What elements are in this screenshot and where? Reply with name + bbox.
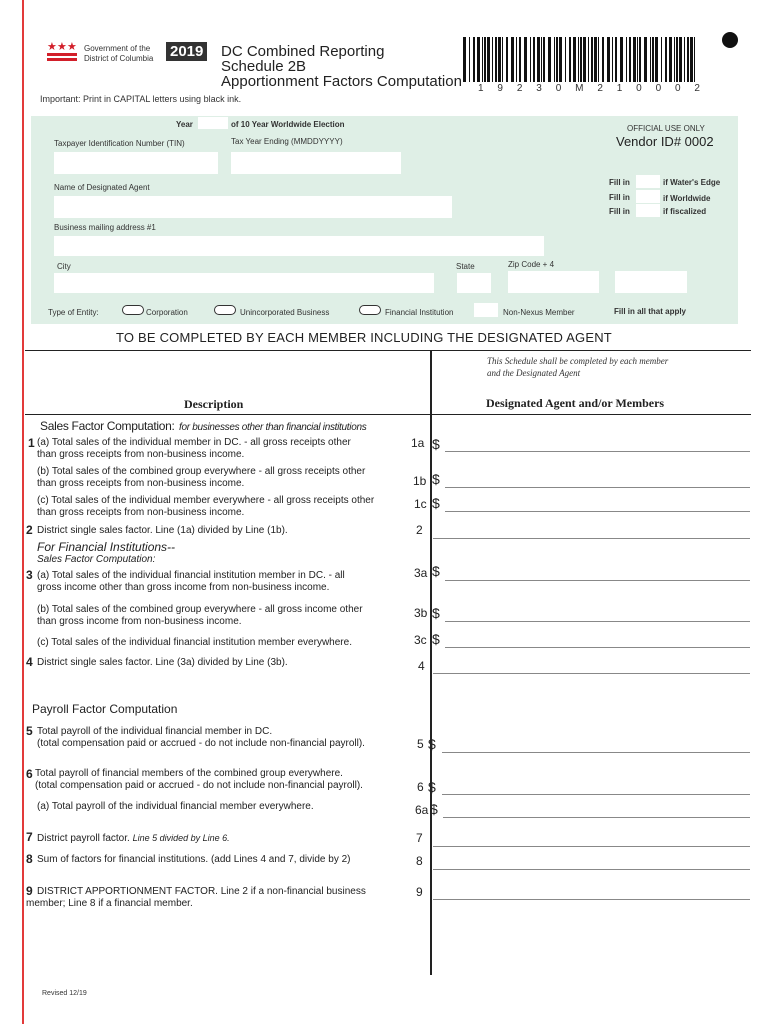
- tin-field[interactable]: [54, 152, 218, 174]
- line-6a-entry[interactable]: [443, 817, 750, 818]
- corporation-label: Corporation: [146, 308, 188, 317]
- barcode: [463, 37, 700, 82]
- fill-in-waters: Fill in: [609, 178, 630, 187]
- line-3c-label: 3c: [414, 633, 427, 647]
- financial-label: Financial Institution: [385, 308, 454, 317]
- line-4-label: 4: [418, 659, 425, 673]
- line-1c-label: 1c: [414, 497, 427, 511]
- line-5-description: Total payroll of the individual financial member in DC. (total compensation paid or accrued - do not include non-financial payroll).: [37, 726, 365, 749]
- form-title: DC Combined Reporting Schedule 2B Apportionment Factors Computation: [221, 43, 462, 90]
- unincorporated-label: Unincorporated Business: [240, 308, 330, 317]
- vendor-id: Vendor ID# 0002: [616, 134, 714, 149]
- form-year: 2019: [166, 42, 207, 61]
- city-label: City: [57, 262, 71, 271]
- line-3a-label: 3a: [414, 566, 428, 580]
- barcode-digit: 0: [636, 83, 642, 94]
- revised-date: Revised 12/19: [42, 990, 87, 997]
- line-3b-label: 3b: [414, 606, 428, 620]
- city-field[interactable]: [54, 273, 434, 293]
- line-9-entry[interactable]: [433, 899, 750, 900]
- agent-label: Name of Designated Agent: [54, 183, 150, 192]
- line-2-label: 2: [416, 523, 423, 537]
- line-4-entry[interactable]: [433, 673, 750, 674]
- line-2-entry[interactable]: [433, 538, 750, 539]
- line-1b-dollar: $: [432, 471, 440, 487]
- barcode-digit: 3: [536, 83, 542, 94]
- fill-in-fiscalized: Fill in: [609, 207, 630, 216]
- barcode-digit: 0: [555, 83, 562, 94]
- barcode-digit: 0: [675, 83, 681, 94]
- header-rule-right: [432, 414, 751, 415]
- line-4-number: 4: [26, 655, 33, 669]
- line-7-label: 7: [416, 831, 423, 845]
- line-7-number: 7: [26, 830, 33, 844]
- barcode-digit: 2: [597, 83, 603, 94]
- header-rule-left: [25, 414, 431, 415]
- worldwide-checkbox[interactable]: [636, 190, 660, 203]
- line-2-number: 2: [26, 523, 33, 537]
- description-header: Description: [184, 397, 244, 411]
- barcode-digit: 2: [516, 83, 523, 94]
- dc-flag-logo-icon: ★ ★ ★: [46, 42, 78, 62]
- line-1a-dollar: $: [432, 436, 440, 452]
- waters-edge-label: if Water's Edge: [663, 178, 721, 187]
- worldwide-label: if Worldwide: [663, 194, 711, 203]
- tin-label: Taxpayer Identification Number (TIN): [54, 139, 185, 148]
- corporation-radio[interactable]: [122, 305, 144, 315]
- members-header: Designated Agent and/or Members: [486, 396, 665, 410]
- registration-dot-icon: [722, 32, 738, 48]
- fiscalized-label: if fiscalized: [663, 207, 707, 216]
- margin-line: [22, 0, 24, 1024]
- line-6a-label: 6a: [415, 803, 429, 817]
- line-7-description: District payroll factor. Line 5 divided by Line 6.: [37, 833, 230, 844]
- line-6-description: Total payroll of financial members of the combined group everywhere. (total compensation paid or accrued - do not include non-financial payroll).: [35, 768, 363, 791]
- barcode-digit: 2: [694, 83, 700, 94]
- line-3a-description: (a) Total sales of the individual financial institution member in DC. - all gross income other than gross income from non-business income.: [37, 570, 345, 593]
- line-3c-dollar: $: [432, 631, 440, 647]
- tax-year-label: Tax Year Ending (MMDDYYYY): [231, 137, 343, 146]
- state-field[interactable]: [457, 273, 491, 293]
- line-8-number: 8: [26, 852, 33, 866]
- tax-year-field[interactable]: [231, 152, 401, 174]
- line-1a-label: 1a: [411, 436, 425, 450]
- official-use-label: OFFICIAL USE ONLY: [627, 124, 705, 133]
- line-5-label: 5: [417, 737, 424, 751]
- section-title: TO BE COMPLETED BY EACH MEMBER INCLUDING THE DESIGNATED AGENT: [116, 330, 612, 345]
- barcode-digit: 1: [616, 83, 623, 94]
- waters-edge-checkbox[interactable]: [636, 175, 660, 188]
- line-1b-label: 1b: [413, 474, 427, 488]
- section-rule: [25, 350, 751, 351]
- line-8-description: Sum of factors for financial institutions. (add Lines 4 and 7, divide by 2): [37, 854, 351, 865]
- election-year-field[interactable]: [198, 117, 228, 129]
- non-nexus-checkbox[interactable]: [474, 303, 498, 317]
- barcode-digit: 1: [478, 83, 484, 94]
- line-1a-entry[interactable]: [445, 451, 750, 452]
- non-nexus-label: Non-Nexus Member: [503, 308, 575, 317]
- instructions: Important: Print in CAPITAL letters using black ink.: [40, 94, 242, 104]
- line-9-number: 9: [26, 884, 33, 898]
- line-6a-dollar: $: [430, 801, 438, 817]
- sales-factor-title: Sales Factor Computation: for businesses other than financial institutions: [40, 419, 367, 433]
- fill-all-label: Fill in all that apply: [614, 307, 687, 316]
- barcode-digits: [478, 83, 700, 94]
- line-8-entry[interactable]: [433, 869, 750, 870]
- line-3-number: 3: [26, 568, 33, 582]
- agent-name-field[interactable]: [54, 196, 452, 218]
- line-1b-entry[interactable]: [445, 487, 750, 488]
- line-1a-description: (a) Total sales of the individual member in DC. - all gross receipts other than gross receipts from non-business income.: [37, 437, 351, 460]
- financial-radio[interactable]: [359, 305, 381, 315]
- line-9-label: 9: [416, 885, 423, 899]
- line-1b-description: (b) Total sales of the combined group everywhere - all gross receipts other than gross receipts from non-business income.: [37, 466, 366, 489]
- election-label: of 10 Year Worldwide Election: [231, 120, 345, 129]
- line-8-label: 8: [416, 854, 423, 868]
- line-3b-dollar: $: [432, 605, 440, 621]
- address-label: Business mailing address #1: [54, 223, 156, 232]
- state-label: State: [456, 262, 475, 271]
- barcode-digit: M: [575, 83, 584, 94]
- line-6-dollar: $: [428, 779, 436, 795]
- line-1-number: 1: [28, 436, 35, 450]
- financial-sub: Sales Factor Computation:: [37, 554, 156, 565]
- line-3c-entry[interactable]: [445, 647, 750, 648]
- entity-label: Type of Entity:: [48, 308, 99, 317]
- line-3a-dollar: $: [432, 563, 440, 579]
- line-3b-entry[interactable]: [445, 621, 750, 622]
- line-2-description: District single sales factor. Line (1a) divided by Line (1b).: [37, 525, 288, 536]
- zip-field[interactable]: [508, 271, 599, 293]
- unincorporated-radio[interactable]: [214, 305, 236, 315]
- line-7-entry[interactable]: [433, 846, 750, 847]
- zip-ext-field[interactable]: [615, 271, 687, 293]
- fill-in-worldwide: Fill in: [609, 193, 630, 202]
- year-label: Year: [176, 120, 193, 129]
- line-3b-description: (b) Total sales of the combined group everywhere - all gross income other than gross income from non-business income.: [37, 604, 363, 627]
- line-1c-description: (c) Total sales of the individual member everywhere - all gross receipts other than gross receipts from non-business income.: [37, 495, 375, 518]
- schedule-note: This Schedule shall be completed by each member and the Designated Agent: [487, 356, 669, 378]
- line-4-description: District single sales factor. Line (3a) divided by Line (3b).: [37, 657, 288, 668]
- line-1c-dollar: $: [432, 495, 440, 511]
- address-field[interactable]: [54, 236, 544, 256]
- line-5-dollar: $: [428, 736, 436, 752]
- line-6-label: 6: [417, 780, 424, 794]
- payroll-title: Payroll Factor Computation: [32, 702, 178, 716]
- barcode-digit: 0: [655, 83, 662, 94]
- line-3a-entry[interactable]: [445, 580, 750, 581]
- line-6-number: 6: [26, 767, 33, 781]
- line-5-entry[interactable]: [442, 752, 750, 753]
- line-9-description: DISTRICT APPORTIONMENT FACTOR. Line 2 if a non-financial business member; Line 8 if a financial member.: [26, 886, 366, 909]
- fiscalized-checkbox[interactable]: [636, 204, 660, 217]
- gov-name: Government of the District of Columbia: [84, 44, 154, 63]
- line-6a-description: (a) Total payroll of the individual financial member everywhere.: [37, 801, 314, 812]
- line-1c-entry[interactable]: [445, 511, 750, 512]
- barcode-digit: 9: [497, 83, 503, 94]
- line-5-number: 5: [26, 724, 33, 738]
- line-3c-description: (c) Total sales of the individual financial institution member everywhere.: [37, 637, 352, 648]
- zip-label: Zip Code + 4: [508, 260, 555, 269]
- financial-title: For Financial Institutions--: [37, 540, 176, 554]
- line-6-entry[interactable]: [442, 794, 750, 795]
